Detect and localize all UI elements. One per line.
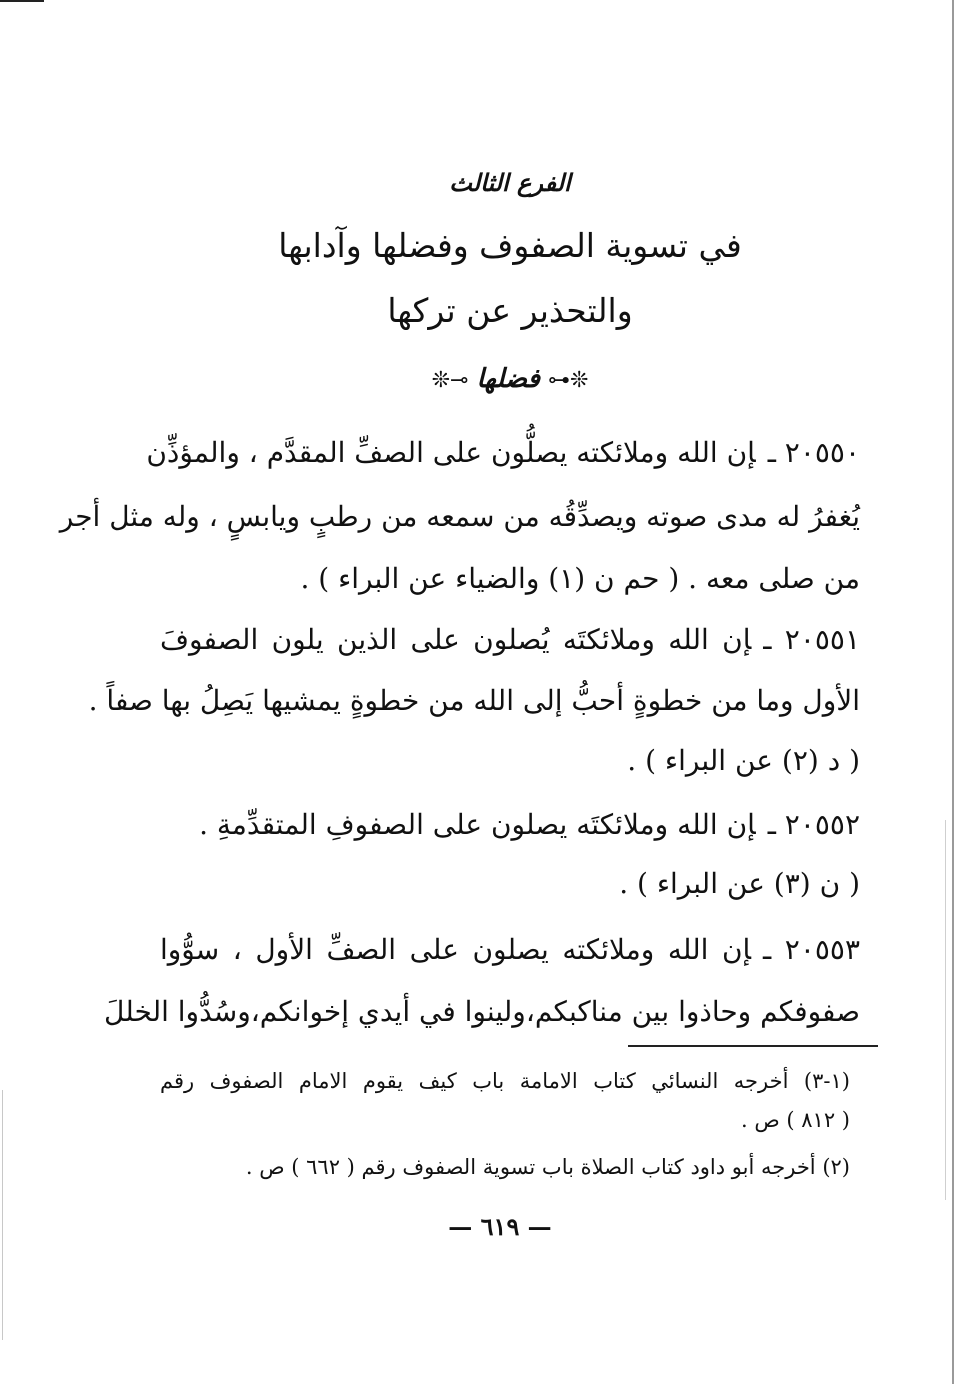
hadith-line: صفوفكم وحاذوا بين مناكبكم،ولينوا في أيدي إخوانكم،وسُدُّوا الخللَ: [104, 995, 860, 1028]
chapter-title-line2: والتحذير عن تركها: [387, 291, 633, 330]
scan-edge-line: [0, 0, 44, 2]
section-heading-text: فضلها: [476, 364, 540, 394]
footnote-line: (٢) أخرجه أبو داود كتاب الصلاة باب تسوية الصفوف رقم ( ٦٦٢ ) ص .: [245, 1155, 850, 1179]
hadith-text: إن الله وملائكتَه يُصلون على الذين يلون الصفوفَ: [160, 623, 752, 656]
scan-edge-line: [952, 0, 954, 1384]
scan-edge-line: [2, 1090, 3, 1340]
hadith-number: ٢٠٥٥٠ ـ: [767, 436, 860, 469]
hadith-line: ( ن (٣) عن البراء ) .: [619, 867, 860, 900]
hadith-number: ٢٠٥٥٣ ـ: [763, 933, 860, 966]
page-number: — ٦١٩ —: [448, 1212, 552, 1241]
hadith-number: ٢٠٥٥٢ ـ: [767, 808, 860, 841]
hadith-line: الأول وما من خطوةٍ أحبُّ إلى الله من خطوةٍ يمشيها يَصِلُ بها صفاً .: [88, 684, 860, 717]
scan-edge-line: [945, 820, 946, 1200]
hadith-line: ( د (٢) عن البراء ) .: [627, 744, 860, 777]
hadith-line: [160, 620, 860, 660]
hadith-text: إن الله وملائكته يصلون على الصفِّ الأول ، سوُّوا: [160, 933, 752, 966]
ornament-left-icon: ⊸❊: [431, 368, 469, 393]
hadith-line: [160, 930, 860, 970]
ornament-right-icon: ❊⊷: [547, 368, 589, 393]
branch-heading: الفرع الثالث: [449, 168, 571, 197]
chapter-title-line1: في تسوية الصفوف وفضلها وآدابها: [278, 226, 742, 265]
hadith-line: [146, 433, 860, 473]
hadith-number: ٢٠٥٥١ ـ: [763, 623, 860, 656]
footnote-line: ( ٨١٢ ) ص .: [740, 1108, 850, 1132]
footnote-divider: [628, 1045, 878, 1047]
section-heading: [160, 364, 860, 394]
footnote-line: (١-٣) أخرجه النسائي كتاب الامامة باب كيف يقوم الامام الصفوف رقم: [160, 1069, 850, 1093]
hadith-line: يُغفرُ له مدى صوته ويصدِّقُه من سمعه من رطبٍ ويابسٍ ، وله مثل أجر: [59, 500, 860, 533]
hadith-text: إن الله وملائكتَه يصلون على الصفوفِ المتقدِّمةِ .: [199, 808, 756, 841]
hadith-line: من صلى معه . ( حم ن (١) والضياء عن البراء ) .: [300, 562, 860, 595]
hadith-line: [160, 805, 860, 845]
hadith-text: إن الله وملائكته يصلُّون على الصفِّ المقدَّم ، والمؤذِّن: [146, 436, 756, 469]
